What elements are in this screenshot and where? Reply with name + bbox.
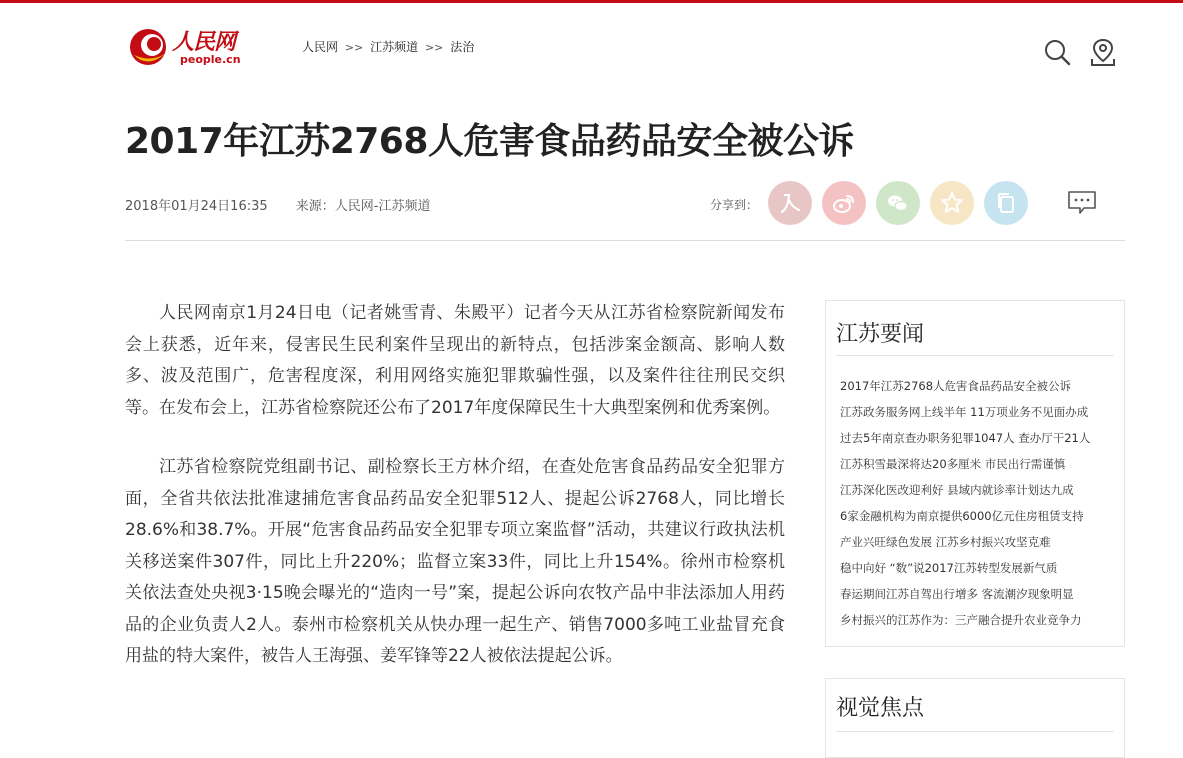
comment-icon[interactable] [1067, 190, 1097, 216]
sidebar-divider [836, 355, 1114, 356]
news-link[interactable]: 乡村振兴的江苏作为：三产融合提升农业竞争力 [840, 613, 1082, 627]
share-wechat-button[interactable] [876, 181, 920, 225]
publish-date: 2018年01月24日16:35 [125, 199, 268, 214]
share-weibo-button[interactable] [822, 181, 866, 225]
news-list [840, 373, 1090, 633]
news-link[interactable]: 过去5年南京查办职务犯罪1047人 查办厅干21人 [840, 431, 1091, 445]
site-header [0, 3, 1183, 85]
jiangsu-news-panel [825, 300, 1125, 647]
people-icon [777, 190, 803, 216]
share-favorite-button[interactable] [930, 181, 974, 225]
logo-url: people.cn [180, 53, 241, 66]
logo-text: 人民网 [172, 29, 236, 55]
news-link[interactable]: 江苏积雪最深将达20多厘米 市民出行需谨慎 [840, 457, 1066, 471]
article-paragraph: 江苏省检察院党组副书记、副检察长王方林介绍，在查处危害食品药品安全犯罪方面，全省共依法批准逮捕危害食品药品安全犯罪512人、提起公诉2768人，同比增长28.6%和38.7%。开展“危害食品药品安全犯罪专项立案监督”活动，共建议行政执法机关移送案件307件，同比上升220%；监督立案33件，同比上升154%。徐州市检察机关依法查处央视3·15晚会曝光的“造肉一号”案，提起公诉向农牧产品中非法添加人用药品的企业负责人2人。泰州市检察机关从快办理一起生产、销售7000多吨工业盐冒充食用盐的特大案件，被告人王海强、姜军锋等22人被依法提起公诉。 [125, 457, 785, 666]
location-icon[interactable] [1088, 37, 1118, 67]
star-icon [939, 190, 965, 216]
article-meta [125, 195, 430, 214]
search-icon[interactable] [1042, 37, 1072, 67]
news-link[interactable]: 2017年江苏2768人危害食品药品安全被公诉 [840, 379, 1072, 393]
breadcrumb [302, 38, 474, 55]
article-paragraph: 人民网南京1月24日电（记者姚雪青、朱殿平）记者今天从江苏省检察院新闻发布会上获悉，近年来，侵害民生民利案件呈现出的新特点，包括涉案金额高、影响人数多、波及范围广，危害程度深，利用网络实施犯罪欺骗性强，以及案件往往刑民交织等。在发布会上，江苏省检察院还公布了2017年度保障民生十大典型案例和优秀案例。 [125, 303, 785, 418]
copy-icon [993, 190, 1019, 216]
share-copy-button[interactable] [984, 181, 1028, 225]
news-link[interactable]: 江苏政务服务网上线半年 11万项业务不见面办成 [840, 405, 1089, 419]
breadcrumb-separator: >> [344, 41, 364, 54]
sidebar-title: 江苏要闻 [836, 322, 925, 347]
share-people-button[interactable] [768, 181, 812, 225]
news-link[interactable]: 6家金融机构为南京提供6000亿元住房租赁支持 [840, 509, 1084, 523]
news-link[interactable]: 江苏深化医改迎利好 县域内就诊率计划达九成 [840, 483, 1074, 497]
share-label: 分享到： [710, 198, 759, 212]
logo-emblem-icon [128, 25, 172, 69]
news-link[interactable]: 产业兴旺绿色发展 江苏乡村振兴攻坚克难 [840, 535, 1051, 549]
breadcrumb-separator: >> [424, 41, 444, 54]
article-body [125, 298, 785, 701]
visual-focus-title: 视觉焦点 [836, 696, 925, 721]
article-title: 2017年江苏2768人危害食品药品安全被公诉 [125, 121, 854, 162]
breadcrumb-section[interactable]: 法治 [450, 40, 475, 54]
news-link[interactable]: 稳中向好 “数”说2017江苏转型发展新气质 [840, 561, 1058, 575]
people-logo[interactable] [128, 23, 246, 73]
sidebar-divider [836, 731, 1114, 732]
wechat-icon [885, 190, 911, 216]
visual-focus-panel [825, 678, 1125, 758]
article-source[interactable]: 来源：人民网-江苏频道 [295, 199, 431, 214]
weibo-icon [831, 190, 857, 216]
breadcrumb-home[interactable]: 人民网 [302, 40, 339, 54]
breadcrumb-channel[interactable]: 江苏频道 [370, 40, 419, 54]
news-link[interactable]: 春运期间江苏自驾出行增多 客流潮汐现象明显 [840, 587, 1074, 601]
header-divider [125, 240, 1125, 241]
